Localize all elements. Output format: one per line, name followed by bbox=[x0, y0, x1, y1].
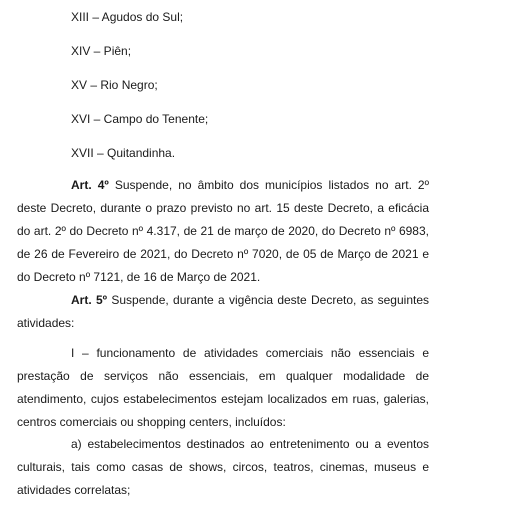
article-4-text: Suspende, no âmbito dos municípios listados no art. 2º deste Decreto, durante o prazo previsto no art. 15 deste Decreto, a eficácia do art. 2º do Decreto nº 4.317, de 21 de março de 2020, do Decreto nº 6983, de 26 de Fevereiro de 2021, do Decreto nº 7020, de 05 de Março de 2021 e do Decreto nº 7121, de 16 de Março de 2021. bbox=[17, 178, 429, 284]
list-item-xvii: XVII – Quitandinha. bbox=[71, 146, 176, 160]
article-5-text: Suspende, durante a vigência deste Decreto, as seguintes atividades: bbox=[17, 293, 429, 330]
article-5-paragraph bbox=[17, 289, 429, 335]
list-item-xiv: XIV – Piên; bbox=[71, 44, 132, 58]
list-item-xiii: XIII – Agudos do Sul; bbox=[71, 10, 184, 24]
list-item-xvi: XVI – Campo do Tenente; bbox=[71, 112, 209, 126]
item-a-text: a) estabelecimentos destinados ao entretenimento ou a eventos culturais, tais como casas de shows, circos, teatros, cinemas, museus e atividades correlatas; bbox=[17, 437, 429, 497]
item-i-paragraph bbox=[17, 342, 429, 434]
article-5-label: Art. 5º bbox=[71, 293, 108, 307]
item-a-paragraph bbox=[17, 433, 429, 502]
article-4-label: Art. 4º bbox=[71, 178, 109, 192]
article-4-paragraph bbox=[17, 174, 429, 289]
list-item-xv: XV – Rio Negro; bbox=[71, 78, 158, 92]
item-i-text: I – funcionamento de atividades comerciais não essenciais e prestação de serviços não essenciais, em qualquer modalidade de atendimento, cujos estabelecimentos estejam localizados em ruas, galerias, centros comerciais ou shopping centers, incluídos: bbox=[17, 346, 429, 429]
